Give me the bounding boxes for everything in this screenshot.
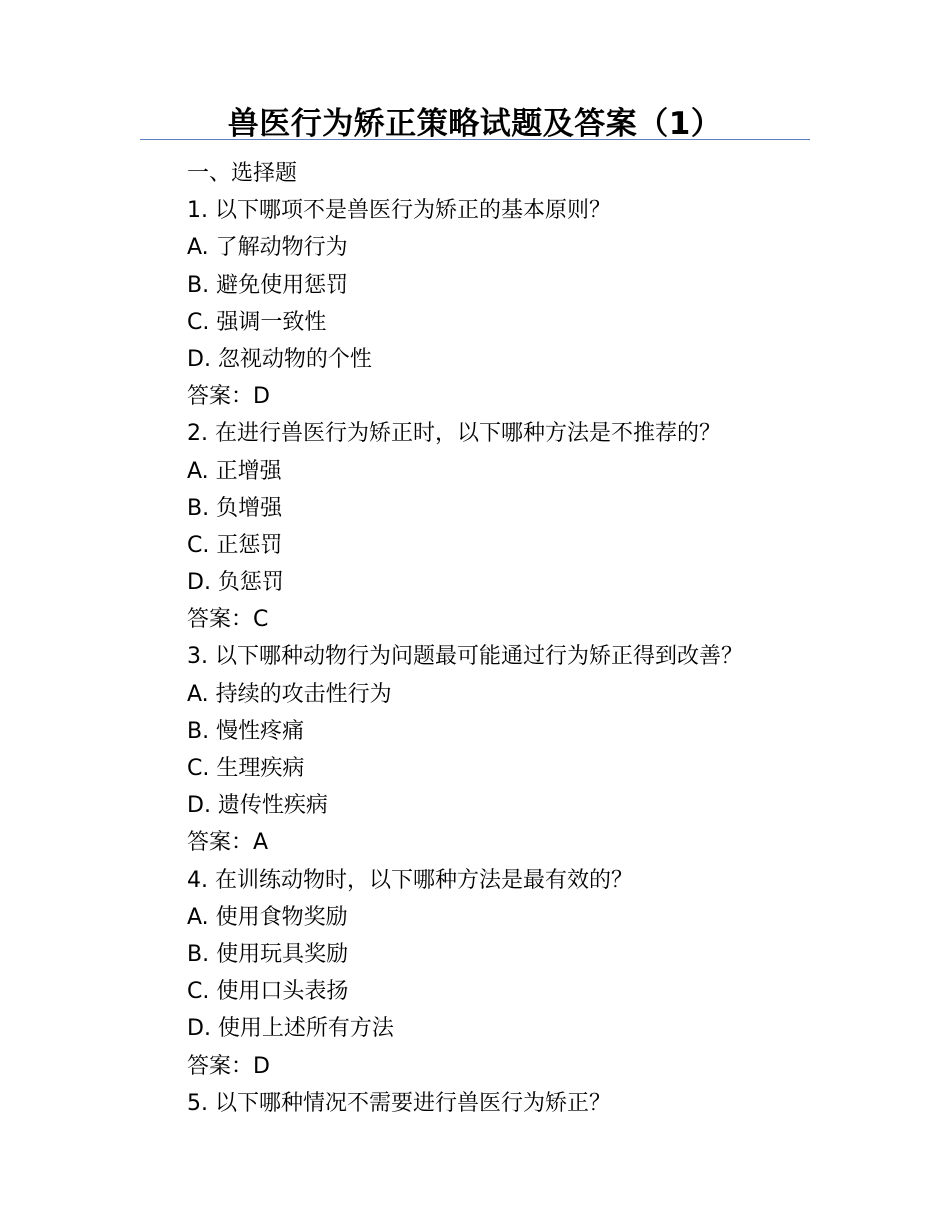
- question-1: 1. 以下哪项不是兽医行为矫正的基本原则？: [187, 198, 611, 224]
- q1-option-d: D. 忽视动物的个性: [187, 346, 372, 372]
- question-4: 4. 在训练动物时，以下哪种方法是最有效的？: [187, 867, 633, 893]
- question-3: 3. 以下哪种动物行为问题最可能通过行为矫正得到改善？: [187, 644, 743, 670]
- title-underline: [140, 139, 810, 140]
- q3-answer: 答案：A: [187, 830, 269, 856]
- q1-option-b: B. 避免使用惩罚: [187, 272, 349, 298]
- q1-option-a: A. 了解动物行为: [187, 235, 348, 261]
- q2-option-d: D. 负惩罚: [187, 570, 284, 596]
- question-5: 5. 以下哪种情况不需要进行兽医行为矫正？: [187, 1090, 611, 1116]
- document-body: [187, 155, 867, 1122]
- q1-answer: 答案：D: [187, 384, 270, 410]
- q2-option-c: C. 正惩罚: [187, 532, 283, 558]
- q1-option-c: C. 强调一致性: [187, 309, 327, 335]
- page-title: 兽医行为矫正策略试题及答案（1）: [227, 106, 723, 142]
- q4-option-b: B. 使用玩具奖励: [187, 941, 349, 967]
- q2-answer: 答案：C: [187, 607, 269, 633]
- q2-option-b: B. 负增强: [187, 495, 283, 521]
- q2-option-a: A. 正增强: [187, 458, 282, 484]
- q4-option-c: C. 使用口头表扬: [187, 979, 349, 1005]
- q3-option-b: B. 慢性疼痛: [187, 718, 305, 744]
- q3-option-d: D. 遗传性疾病: [187, 793, 328, 819]
- q4-answer: 答案：D: [187, 1053, 270, 1079]
- q3-option-c: C. 生理疾病: [187, 756, 305, 781]
- question-2: 2. 在进行兽医行为矫正时，以下哪种方法是不推荐的？: [187, 421, 721, 447]
- q4-option-a: A. 使用食物奖励: [187, 904, 348, 930]
- q3-option-a: A. 持续的攻击性行为: [187, 681, 392, 707]
- section-heading: 一、选择题: [187, 161, 298, 186]
- q4-option-d: D. 使用上述所有方法: [187, 1016, 394, 1042]
